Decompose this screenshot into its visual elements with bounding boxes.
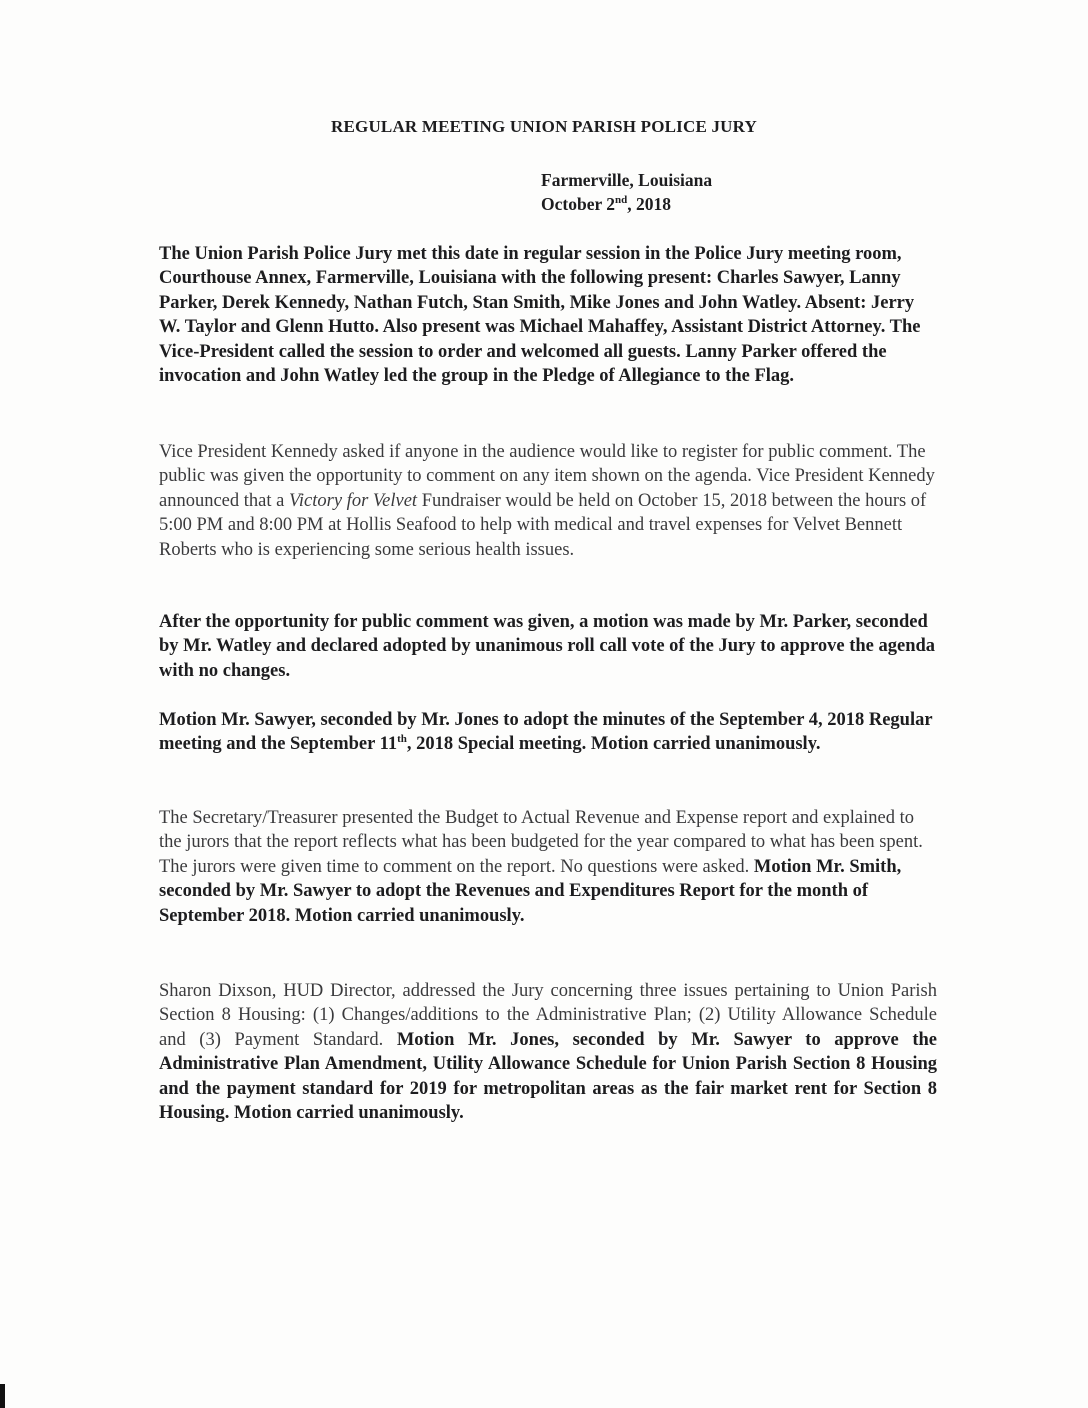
scan-edge-mark (0, 1384, 5, 1408)
meeting-date-month: October 2 (541, 194, 616, 214)
attendance-paragraph: The Union Parish Police Jury met this date in regular session in the Police Jury meeting room, Courthouse Annex, Farmerville, Louisiana with the following present: Charles Sawyer, Lanny Parker, Derek Kennedy, Nathan Futch, Stan Smith, Mike Jones and John Watley. Absent: Jerry W. Taylor and Glenn Hutto. Also present was Michael Mahaffey, Assistant District Attorney. The Vice-President called the session to order and welcomed all guests. Lanny Parker offered the invocation and John Watley led the group in the Pledge of Allegiance to the Flag. (159, 244, 921, 387)
budget-report-paragraph (159, 806, 937, 928)
minutes-motion-paragraph (159, 708, 937, 757)
hud-housing-text: Sharon Dixson, HUD Director, addressed the Jury concerning three issues pertaining to Union Parish Section 8 Housing: (1) Changes/additions to the Administrative Plan; (2) Utility Allowance Schedule and (3) Payment Standard. (159, 981, 937, 1050)
meeting-date-suffix: nd (615, 194, 628, 207)
meeting-date (541, 192, 712, 216)
fundraiser-name: Victory for Velvet (288, 490, 418, 511)
budget-report-text: The Secretary/Treasurer presented the Budget to Actual Revenue and Expense report and explained to the jurors that the report reflects what has been budgeted for the year compared to what has been spent. The jurors were given time to comment on the report. No questions were asked. (159, 808, 923, 877)
meeting-date-year: , 2018 (627, 194, 672, 214)
page-title: REGULAR MEETING UNION PARISH POLICE JURY (331, 117, 757, 136)
meeting-location-date (541, 168, 712, 216)
minutes-motion-before: Motion Mr. Sawyer, seconded by Mr. Jones to adopt the minutes of the September 4, 2018 Regular meeting and the September 11 (159, 710, 933, 755)
meeting-location: Farmerville, Louisiana (541, 170, 713, 190)
agenda-motion-paragraph: After the opportunity for public comment was given, a motion was made by Mr. Parker, seconded by Mr. Watley and declared adopted by unanimous roll call vote of the Jury to approve the agenda with no changes. (159, 612, 936, 681)
public-comment-text-after: Fundraiser would be held on October 15, 2018 between the hours of 5:00 PM and 8:00 PM at Hollis Seafood to help with medical and travel expenses for Velvet Bennett Roberts who is experiencing some serious health issues. (159, 490, 927, 560)
public-comment-text-before: Vice President Kennedy asked if anyone in the audience would like to register for public comment. The public was given the opportunity to comment on any item shown on the agenda. Vice President Kennedy announced that a (159, 442, 935, 511)
budget-report-motion: Motion Mr. Smith, seconded by Mr. Sawyer to adopt the Revenues and Expenditures Report for the month of September 2018. Motion carried unanimously. (159, 856, 902, 926)
hud-housing-paragraph (159, 979, 937, 1125)
minutes-motion-after: , 2018 Special meeting. Motion carried unanimously. (406, 734, 821, 755)
hud-housing-motion: Motion Mr. Jones, seconded by Mr. Sawyer to approve the Administrative Plan Amendment, Utility Allowance Schedule for Union Parish Section 8 Housing and the payment standard for 2019 for metropolitan areas as the fair market rent for Section 8 Housing. Motion carried unanimously. (159, 1029, 937, 1124)
public-comment-paragraph (159, 440, 937, 562)
minutes-motion-sup: th (397, 733, 407, 746)
